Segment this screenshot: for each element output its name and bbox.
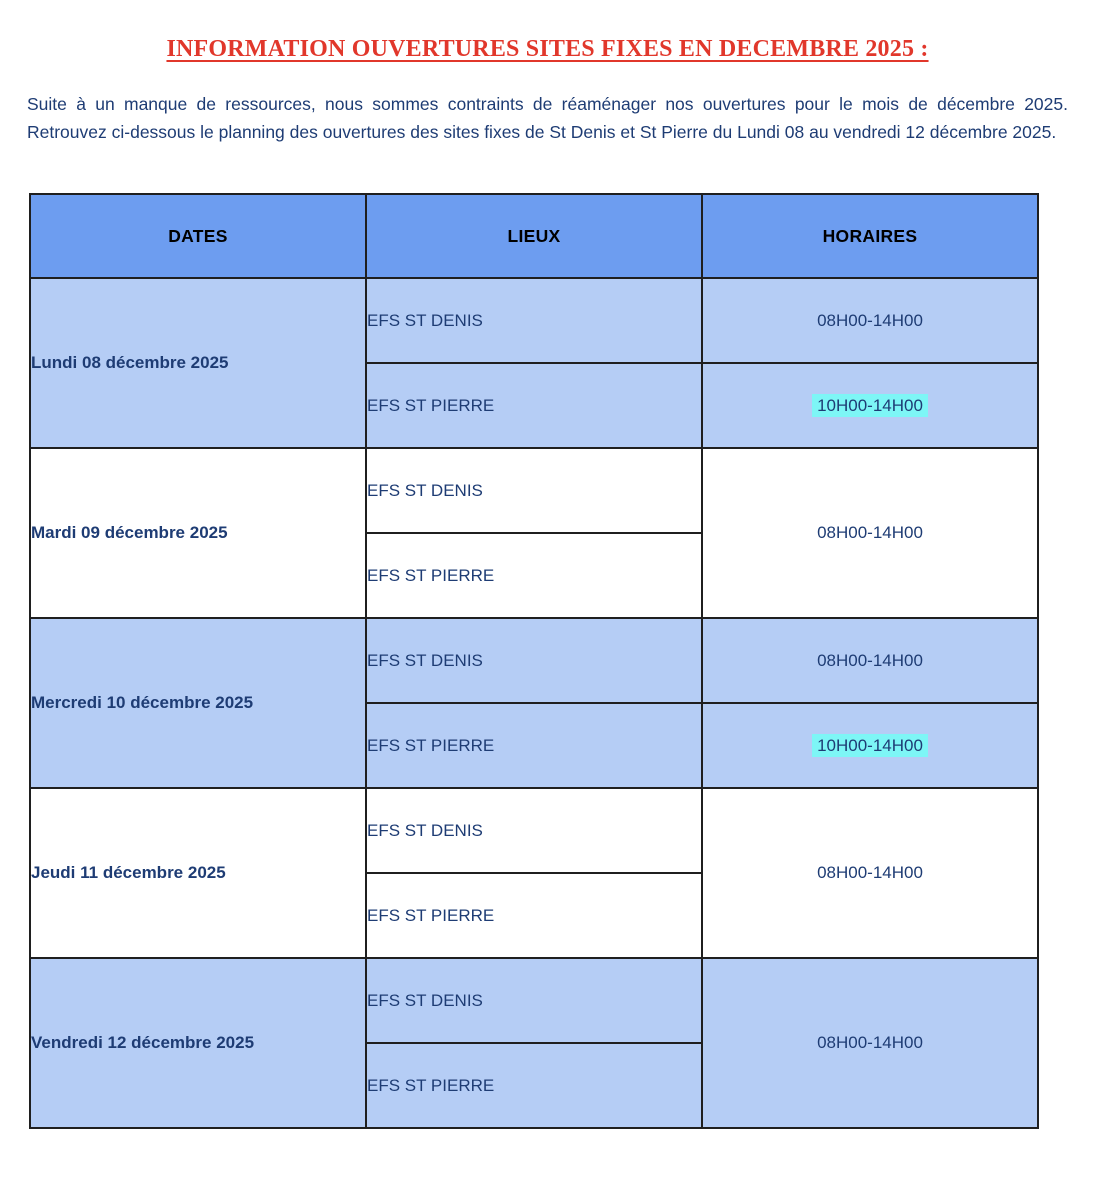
horaire-cell: 08H00-14H00 <box>702 618 1038 703</box>
date-cell: Lundi 08 décembre 2025 <box>30 278 366 448</box>
lieu-cell: EFS ST PIERRE <box>366 703 702 788</box>
table-row <box>30 618 1038 703</box>
document-page <box>0 36 1095 1200</box>
table-row <box>30 958 1038 1043</box>
date-cell: Vendredi 12 décembre 2025 <box>30 958 366 1128</box>
lieu-cell: EFS ST DENIS <box>366 618 702 703</box>
lieu-cell: EFS ST DENIS <box>366 278 702 363</box>
date-cell: Mardi 09 décembre 2025 <box>30 448 366 618</box>
lieu-cell: EFS ST PIERRE <box>366 873 702 958</box>
horaire-cell: 08H00-14H00 <box>702 788 1038 958</box>
page-title: INFORMATION OUVERTURES SITES FIXES EN DECEMBRE 2025 : <box>166 36 929 62</box>
table-row <box>30 278 1038 363</box>
lieu-cell: EFS ST DENIS <box>366 788 702 873</box>
lieu-cell: EFS ST DENIS <box>366 448 702 533</box>
horaire-cell: 08H00-14H00 <box>702 278 1038 363</box>
table-row <box>30 448 1038 533</box>
lieu-cell: EFS ST PIERRE <box>366 533 702 618</box>
intro-paragraph: Suite à un manque de ressources, nous sommes contraints de réaménager nos ouvertures pour le mois de décembre 2025. Retrouvez ci-dessous le planning des ouvertures des sites fixes de St Denis et St Pierre du Lundi 08 au vendredi 12 décembre 2025. <box>27 94 1068 142</box>
highlighted-horaire: 10H00-14H00 <box>812 734 928 757</box>
horaire-cell: 08H00-14H00 <box>702 448 1038 618</box>
horaire-cell <box>702 363 1038 448</box>
lieu-cell: EFS ST PIERRE <box>366 363 702 448</box>
highlighted-horaire: 10H00-14H00 <box>812 394 928 417</box>
horaire-cell: 08H00-14H00 <box>702 958 1038 1128</box>
schedule-table <box>29 193 1039 1129</box>
lieu-cell: EFS ST PIERRE <box>366 1043 702 1128</box>
date-cell: Jeudi 11 décembre 2025 <box>30 788 366 958</box>
column-header-horaires: HORAIRES <box>702 194 1038 278</box>
date-cell: Mercredi 10 décembre 2025 <box>30 618 366 788</box>
column-header-lieux: LIEUX <box>366 194 702 278</box>
horaire-cell <box>702 703 1038 788</box>
column-header-dates: DATES <box>30 194 366 278</box>
table-header-row <box>30 194 1038 278</box>
table-row <box>30 788 1038 873</box>
lieu-cell: EFS ST DENIS <box>366 958 702 1043</box>
